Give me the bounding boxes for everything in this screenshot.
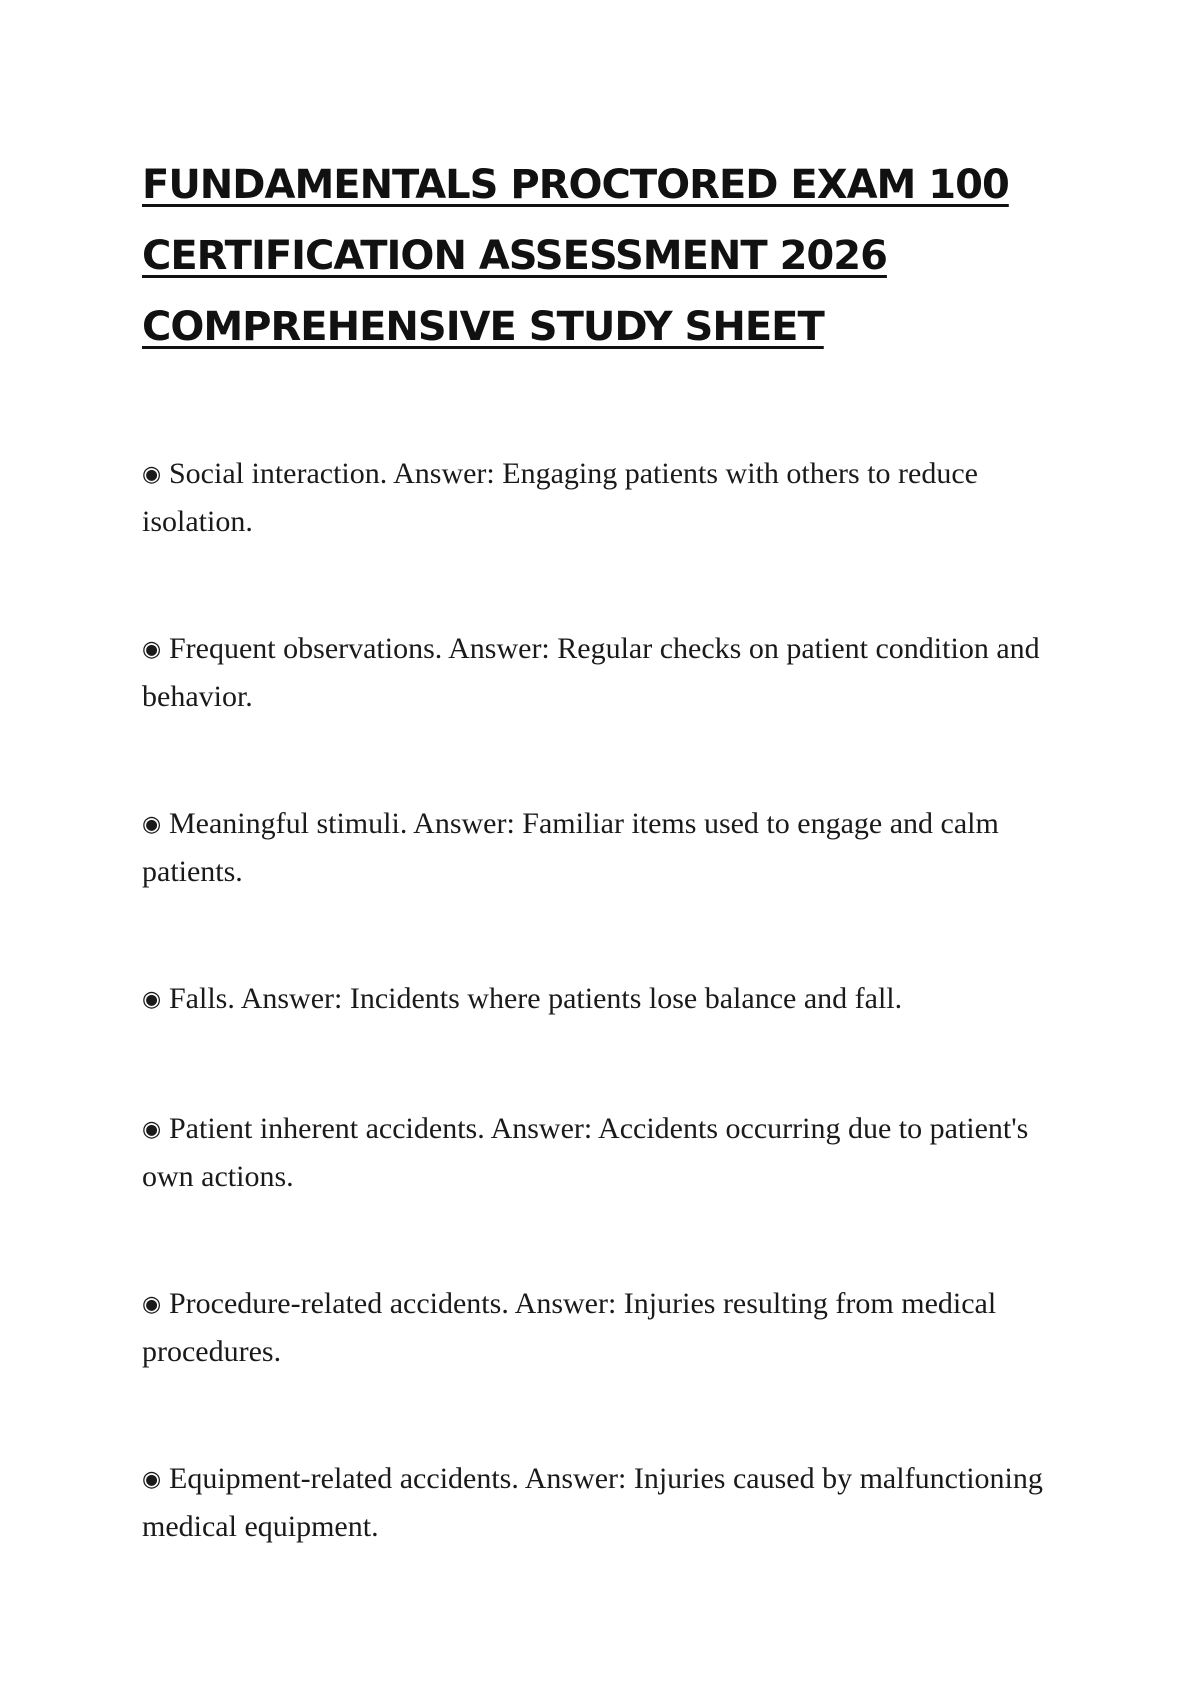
- radio-bullet-icon: ◉: [142, 812, 162, 837]
- study-item-text: Patient inherent accidents. Answer: Accidents occurring due to patient's own actions.: [142, 1112, 1029, 1193]
- study-item-text: Social interaction. Answer: Engaging patients with others to reduce isolation.: [142, 457, 978, 538]
- study-item: [142, 800, 1072, 895]
- study-item-text: Falls. Answer: Incidents where patients lose balance and fall.: [169, 982, 903, 1015]
- radio-bullet-icon: ◉: [142, 987, 162, 1012]
- study-item: [142, 1280, 1072, 1375]
- radio-bullet-icon: ◉: [142, 1117, 162, 1142]
- title-line: FUNDAMENTALS PROCTORED EXAM 100: [142, 162, 1009, 208]
- study-item-text: Equipment-related accidents. Answer: Injuries caused by malfunctioning medical equipment.: [142, 1462, 1043, 1543]
- page-title: [142, 150, 1042, 363]
- study-item: [142, 975, 1072, 1023]
- study-item: [142, 450, 1072, 545]
- title-line: COMPREHENSIVE STUDY SHEET: [142, 304, 824, 350]
- study-item: [142, 625, 1072, 720]
- title-line: CERTIFICATION ASSESSMENT 2026: [142, 233, 887, 279]
- study-item-text: Procedure-related accidents. Answer: Injuries resulting from medical procedures.: [142, 1287, 997, 1368]
- radio-bullet-icon: ◉: [142, 462, 162, 487]
- radio-bullet-icon: ◉: [142, 1292, 162, 1317]
- study-item-text: Meaningful stimuli. Answer: Familiar items used to engage and calm patients.: [142, 807, 999, 888]
- study-item: [142, 1105, 1072, 1200]
- study-item: [142, 1455, 1072, 1550]
- radio-bullet-icon: ◉: [142, 637, 162, 662]
- radio-bullet-icon: ◉: [142, 1467, 162, 1492]
- study-item-text: Frequent observations. Answer: Regular checks on patient condition and behavior.: [142, 632, 1040, 713]
